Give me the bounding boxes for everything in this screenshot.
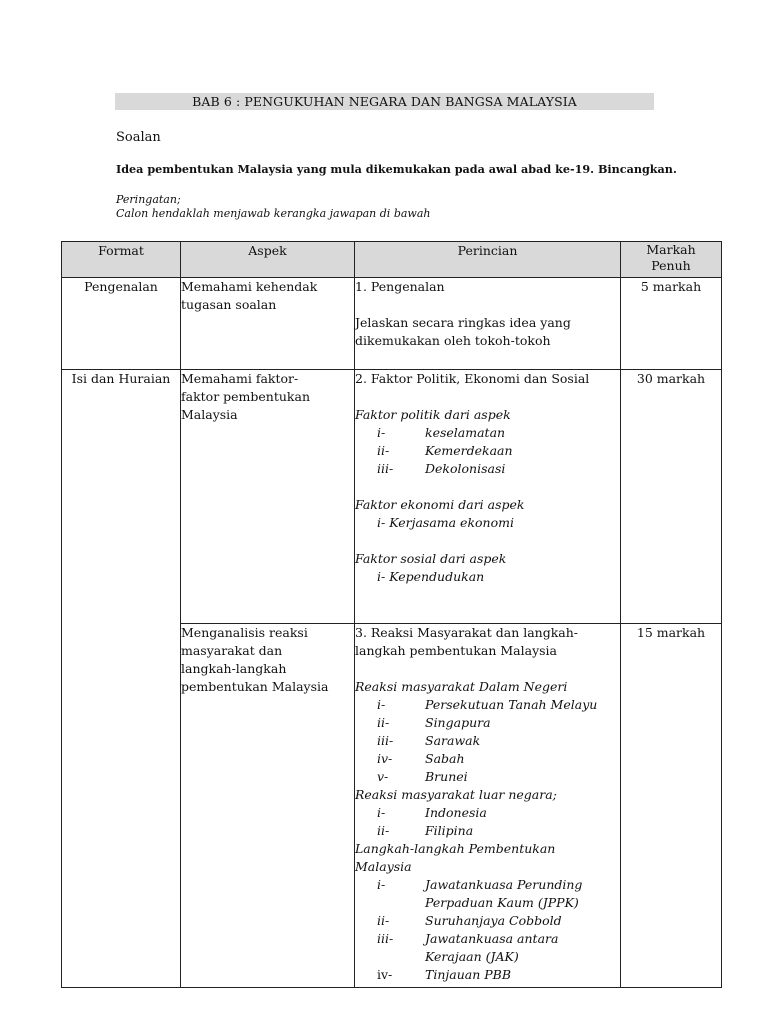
list-item: i- Kependudukan [377,569,485,584]
aspek-line: masyarakat dan [181,643,283,658]
markah-reaksi: 15 markah [621,624,722,988]
list-item: iii- Sarawak [377,733,481,748]
list-item: ii- Suruhanjaya Cobbold [377,913,562,928]
format-isi-huraian: Isi dan Huraian [62,370,181,988]
section-heading: 2. Faktor Politik, Ekonomi dan Sosial [355,371,590,386]
subsection-title: Faktor ekonomi dari aspek [355,497,525,512]
list-item: i- Kerjasama ekonomi [377,515,514,530]
list-item: i- Persekutuan Tanah Melayu [377,697,598,712]
section-heading: 1. Pengenalan [355,279,445,294]
note-line-2: Calon hendaklah menjawab kerangka jawapan di bawah [116,207,431,220]
list-item: i- Indonesia [377,805,487,820]
header-format: Format [62,242,181,278]
list-item: iv- Sabah [377,751,465,766]
aspek-line: Malaysia [181,407,238,422]
aspek-line: Menganalisis reaksi [181,625,308,640]
aspek-reaksi [181,624,355,988]
markah-faktor: 30 markah [621,370,722,624]
section-heading: 3. Reaksi Masyarakat dan langkah- [355,625,579,640]
list-item: ii- Filipina [377,823,474,838]
header-markah [621,242,722,278]
detail-line: Jelaskan secara ringkas idea yang [355,315,571,330]
header-perincian: Perincian [355,242,621,278]
list-item: v- Brunei [377,769,468,784]
list-item: i- keselamatan [377,425,506,440]
soalan-label: Soalan [116,130,161,145]
list-item-continuation: Kerajaan (JAK) [425,949,519,964]
subsection-title: Malaysia [355,859,412,874]
format-pengenalan: Pengenalan [62,278,181,370]
note [116,193,430,221]
aspek-pengenalan [181,278,355,370]
header-markah-line-1: Markah [646,242,696,257]
list-item: iii- Dekolonisasi [377,461,506,476]
perincian-pengenalan [355,278,621,370]
aspek-line: faktor pembentukan [181,389,311,404]
list-item-continuation: Perpaduan Kaum (JPPK) [425,895,579,910]
header-aspek: Aspek [181,242,355,278]
subsection-title: Langkah-langkah Pembentukan [355,841,556,856]
markah-pengenalan: 5 markah [621,278,722,370]
perincian-faktor [355,370,621,624]
aspek-line: pembentukan Malaysia [181,679,329,694]
subsection-title: Faktor sosial dari aspek [355,551,507,566]
aspek-line: langkah-langkah [181,661,287,676]
subsection-title: Faktor politik dari aspek [355,407,511,422]
list-item: ii- Singapura [377,715,491,730]
chapter-title: BAB 6 : PENGUKUHAN NEGARA DAN BANGSA MALAYSIA [115,93,654,110]
list-item: iii- Jawatankuasa antara [377,931,559,946]
list-item: i- Jawatankuasa Perunding [377,877,583,892]
table-row-faktor [62,370,722,624]
note-line-1: Peringatan; [116,193,181,206]
table-row-pengenalan [62,278,722,370]
list-item: ii- Kemerdekaan [377,443,513,458]
subsection-title: Reaksi masyarakat luar negara; [355,787,557,802]
subsection-title: Reaksi masyarakat Dalam Negeri [355,679,568,694]
section-heading: langkah pembentukan Malaysia [355,643,558,658]
answer-framework-table [61,241,722,988]
perincian-reaksi [355,624,621,988]
aspek-line: tugasan soalan [181,297,277,312]
aspek-line: Memahami faktor- [181,371,299,386]
question-text: Idea pembentukan Malaysia yang mula dikemukakan pada awal abad ke-19. Bincangkan. [116,162,677,176]
table-header-row [62,242,722,278]
detail-line: dikemukakan oleh tokoh-tokoh [355,333,551,348]
header-markah-line-2: Penuh [651,258,691,273]
aspek-line: Memahami kehendak [181,279,318,294]
aspek-faktor [181,370,355,624]
list-item: iv- Tinjauan PBB [377,967,512,982]
